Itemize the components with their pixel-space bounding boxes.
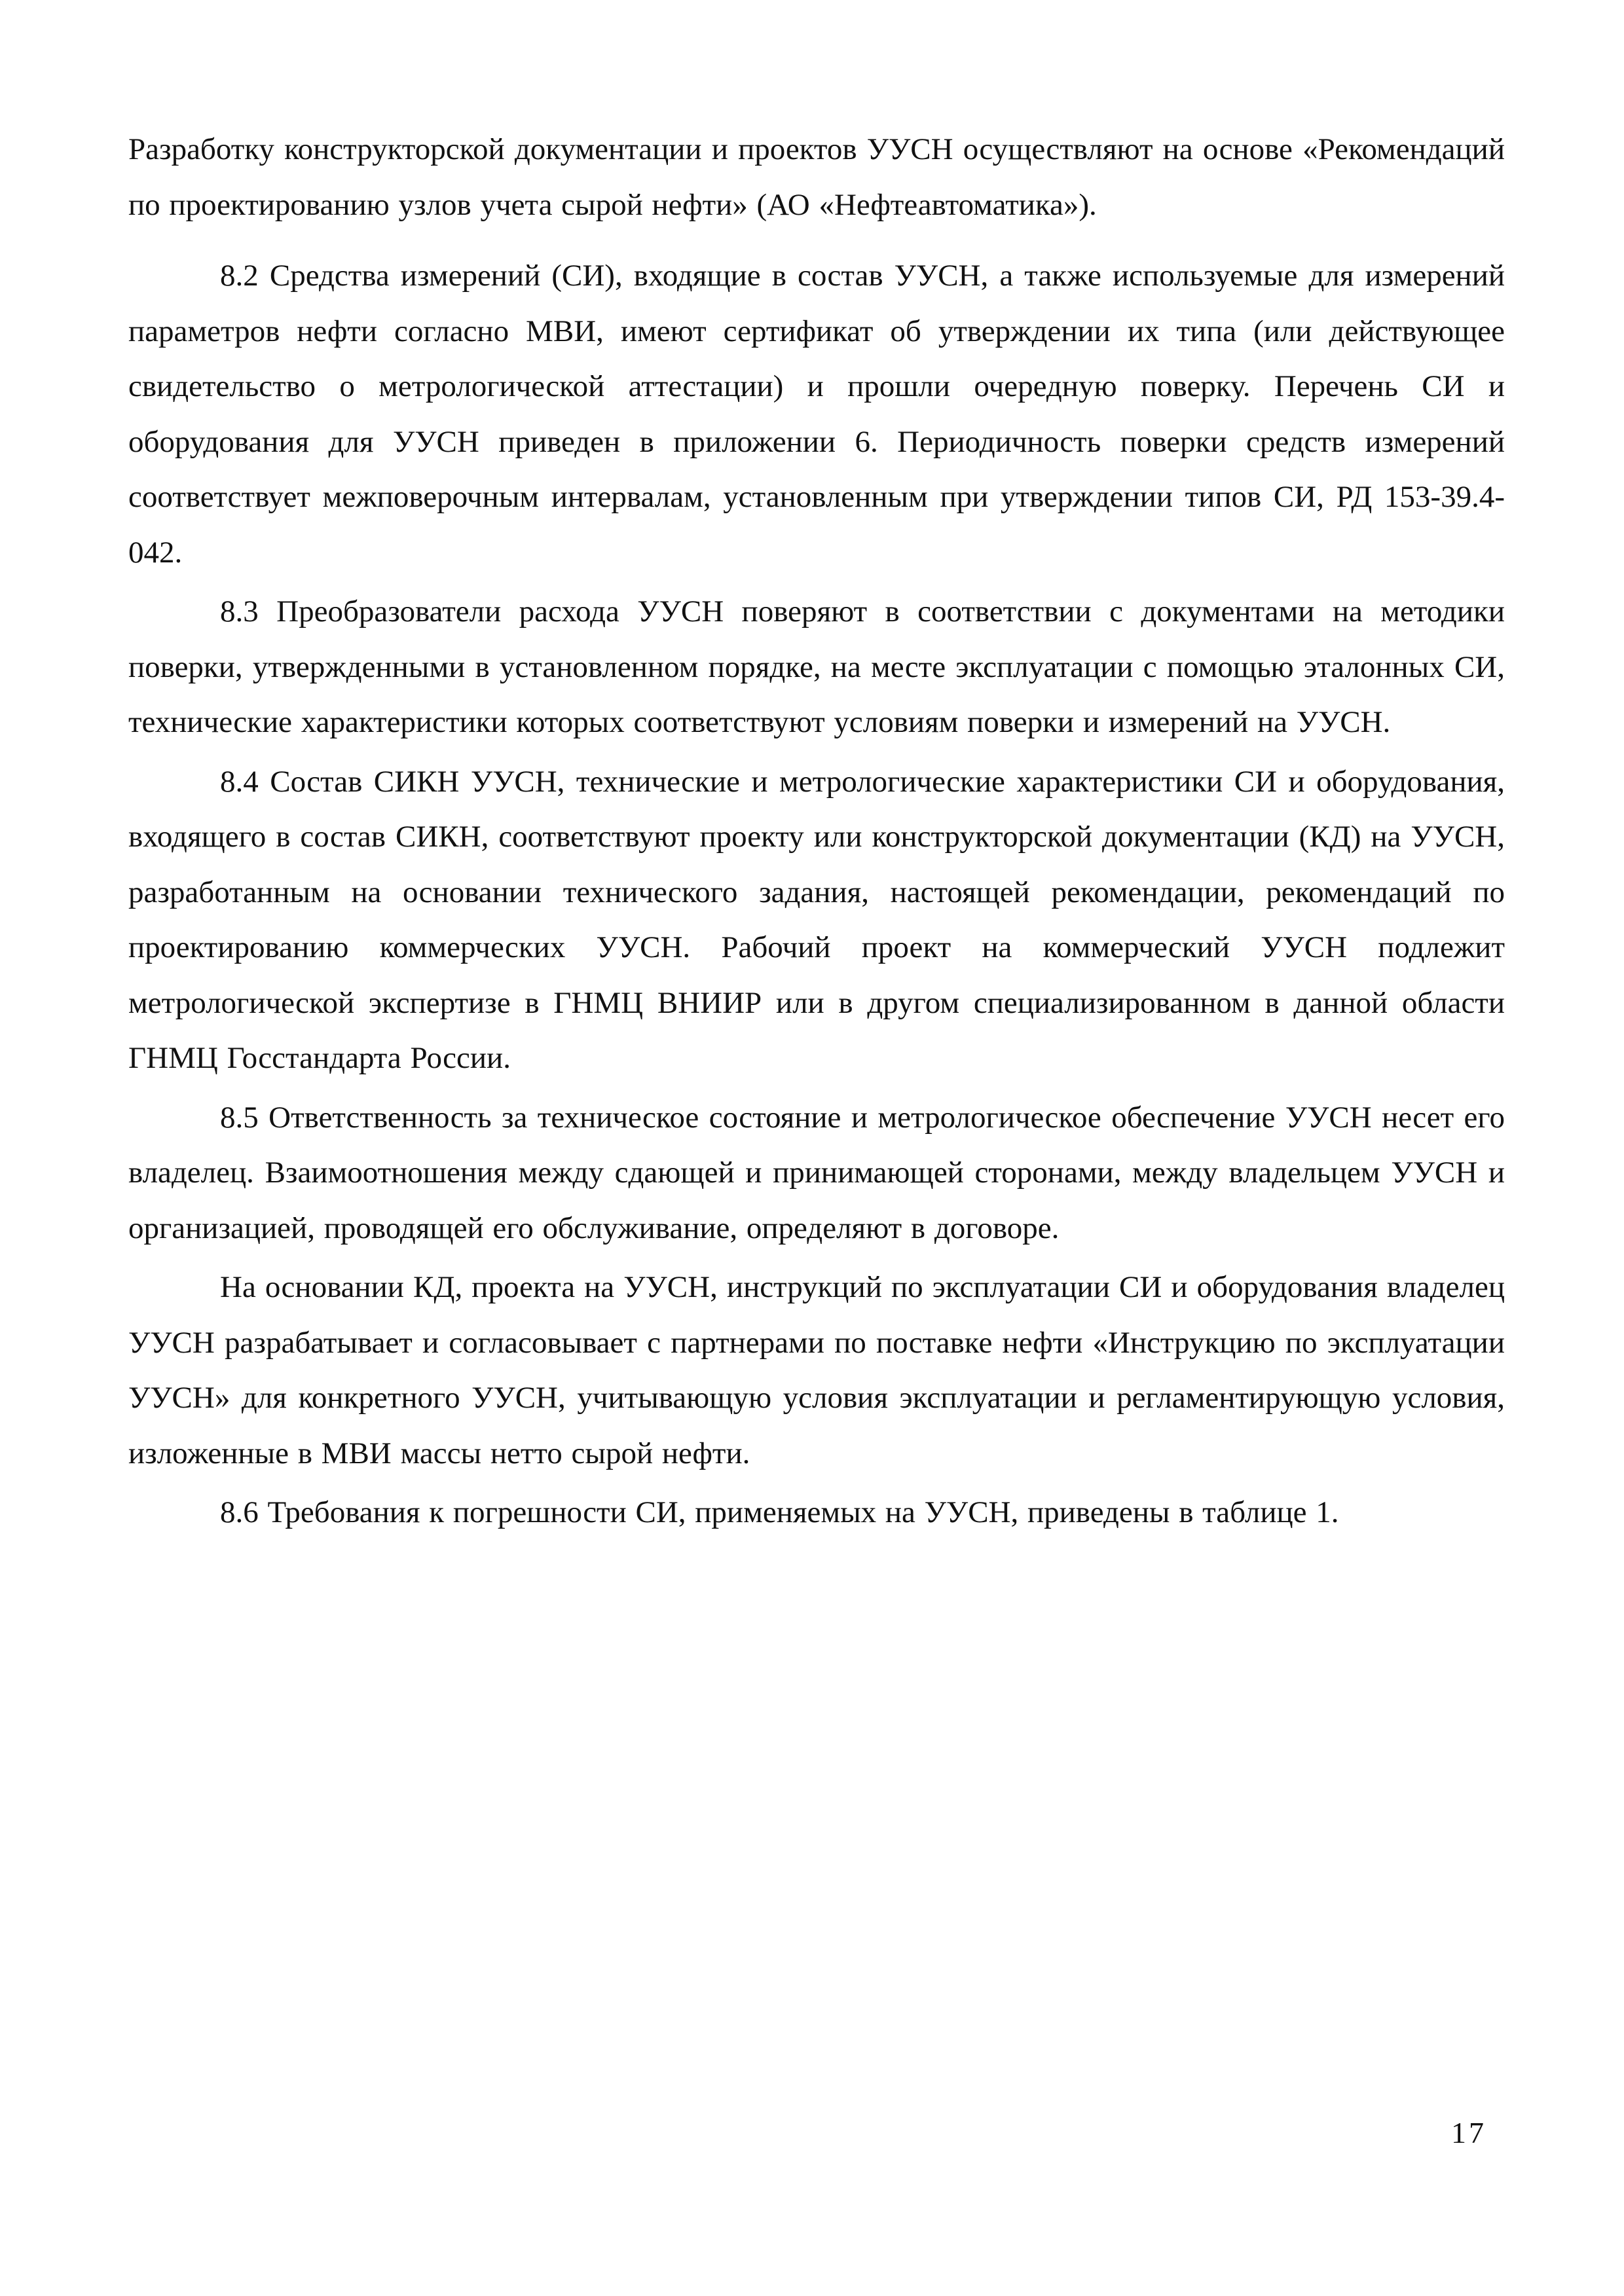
- paragraph-8-5-continued-text: На основании КД, проекта на УУСН, инструкций по эксплуатации СИ и оборудования владелец УУСН разрабатывает и согласовывает с партнерами по поставке нефти «Инструкцию по эксплуатации УУСН» для конкретного УУСН, учитывающую условия эксплуатации и регламентирующую условия, изложенные в МВИ массы нетто сырой нефти.: [128, 1270, 1505, 1470]
- paragraph-8-2: [128, 248, 1505, 580]
- paragraph-8-2-number: 8.2: [220, 259, 259, 293]
- paragraph-8-5-number: 8.5: [220, 1100, 259, 1135]
- page-number: 17: [1451, 2116, 1486, 2149]
- paragraph-8-3-number: 8.3: [220, 594, 259, 629]
- paragraph-8-3-text: Преобразователи расхода УУСН поверяют в соответствии с документами на методики поверки, утвержденными в установленном порядке, на месте эксплуатации с помощью эталонных СИ, технические характеристики которых соответствуют условиям поверки и измерений на УУСН.: [128, 594, 1505, 739]
- document-page: [128, 122, 1505, 1540]
- paragraph-8-4-number: 8.4: [220, 764, 259, 799]
- paragraph-8-4: [128, 754, 1505, 1086]
- paragraph-8-6-number: 8.6: [220, 1495, 259, 1529]
- paragraph-8-5: [128, 1090, 1505, 1256]
- paragraph-8-5-continued: [128, 1260, 1505, 1481]
- paragraph-8-6: [128, 1485, 1505, 1540]
- paragraph-8-3: [128, 584, 1505, 750]
- paragraph-intro: [128, 122, 1505, 232]
- paragraph-8-5-text: Ответственность за техническое состояние и метрологическое обеспечение УУСН несет его владелец. Взаимоотношения между сдающей и принимающей сторонами, между владельцем УУСН и организацией, проводящей его обслуживание, определяют в договоре.: [128, 1100, 1505, 1245]
- paragraph-8-6-text: Требования к погрешности СИ, применяемых на УУСН, приведены в таблице 1.: [267, 1495, 1339, 1529]
- paragraph-8-2-text: Средства измерений (СИ), входящие в состав УУСН, а также используемые для измерений параметров нефти согласно МВИ, имеют сертификат об утверждении их типа (или действующее свидетельство о метрологической аттестации) и прошли очередную поверку. Перечень СИ и оборудования для УУСН приведен в приложении 6. Периодичность поверки средств измерений соответствует межповерочным интервалам, установленным при утверждении типов СИ, РД 153-39.4-042.: [128, 259, 1505, 570]
- paragraph-8-4-text: Состав СИКН УУСН, технические и метрологические характеристики СИ и оборудования, входящего в состав СИКН, соответствуют проекту или конструкторской документации (КД) на УУСН, разработанным на основании технического задания, настоящей рекомендации, рекомендаций по проектированию коммерческих УУСН. Рабочий проект на коммерческий УУСН подлежит метрологической экспертизе в ГНМЦ ВНИИР или в другом специализированном в данной области ГНМЦ Госстандарта России.: [128, 764, 1505, 1075]
- paragraph-intro-text: Разработку конструкторской документации и проектов УУСН осуществляют на основе «Рекомендаций по проектированию узлов учета сырой нефти» (АО «Нефтеавтоматика»).: [128, 132, 1505, 222]
